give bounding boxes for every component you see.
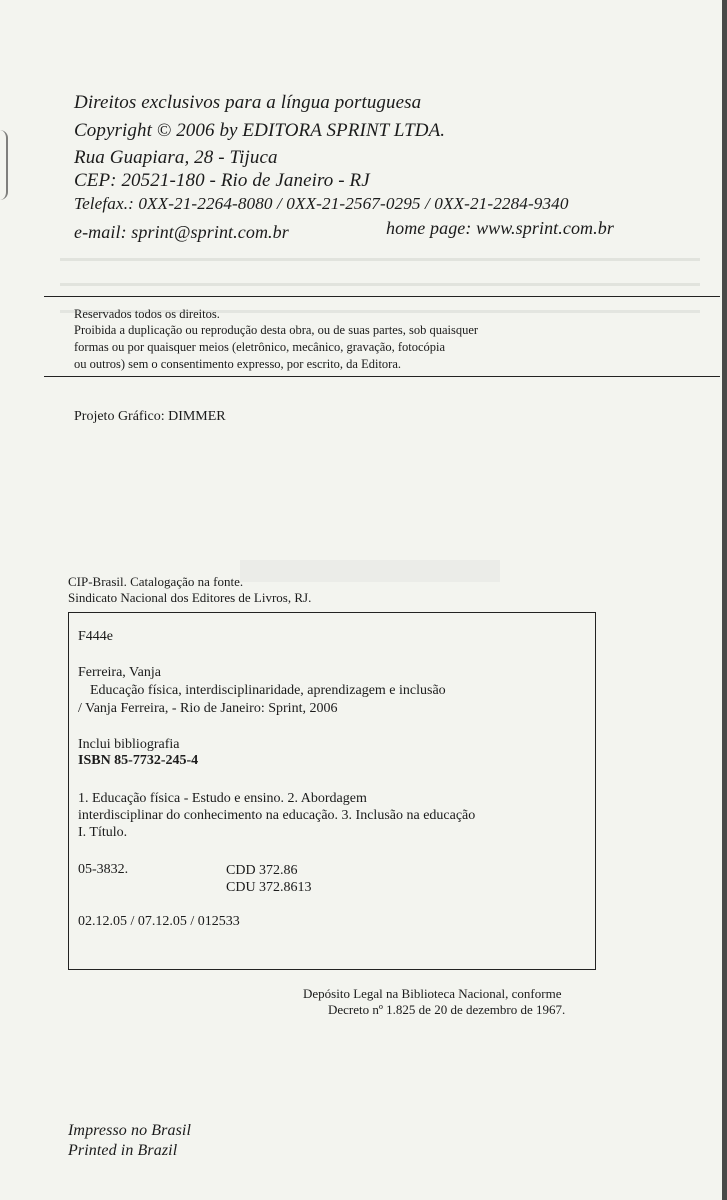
rights-line-2: Proibida a duplicação ou reprodução desta obra, ou de suas partes, sob quaisquer (74, 323, 479, 337)
catalog-code: F444e (78, 629, 113, 644)
cip-line-1: CIP-Brasil. Catalogação na fonte. (68, 574, 244, 589)
deposit-line-1: Depósito Legal na Biblioteca Nacional, conforme (303, 986, 562, 1001)
binding-curve (0, 130, 8, 200)
footer-printed-pt: Impresso no Brasil (68, 1122, 191, 1139)
rights-line-4: ou outros) sem o consentimento expresso, por escrito, da Editora. (74, 357, 402, 371)
page-edge-shadow (722, 0, 727, 1200)
divider-bottom (44, 376, 720, 377)
catalog-title-1: Educação física, interdisciplinaridade, aprendizagem e inclusão (90, 683, 446, 698)
header-line-3: Rua Guapiara, 28 - Tijuca (74, 147, 278, 168)
project-credit: Projeto Gráfico: DIMMER (74, 409, 226, 424)
rights-line-1: Reservados todos os direitos. (74, 307, 220, 321)
deposit-line-2: Decreto nº 1.825 de 20 de dezembro de 1967. (328, 1002, 566, 1017)
header-homepage: home page: www.sprint.com.br (386, 218, 614, 238)
catalog-cdu: CDU 372.8613 (226, 880, 312, 895)
show-through-bar-1 (60, 258, 700, 286)
catalog-author: Ferreira, Vanja (78, 665, 161, 680)
header-line-1: Direitos exclusivos para a língua portuguesa (74, 92, 422, 113)
footer-printed-en: Printed in Brazil (68, 1142, 178, 1159)
catalog-cdd: CDD 372.86 (226, 863, 298, 878)
header-line-5: Telefax.: 0XX-21-2264-8080 / 0XX-21-2567-0295 / 0XX-21-2284-9340 (74, 194, 569, 213)
catalog-title-2: / Vanja Ferreira, - Rio de Janeiro: Sprint, 2006 (78, 701, 338, 716)
catalog-number: 05-3832. (78, 862, 129, 877)
cip-line-2: Sindicato Nacional dos Editores de Livros, RJ. (68, 590, 312, 605)
catalog-bibliography: Inclui bibliografia (78, 737, 180, 752)
catalog-isbn: ISBN 85-7732-245-4 (78, 753, 199, 768)
catalog-subject-2: interdisciplinar do conhecimento na educação. 3. Inclusão na educação (78, 808, 476, 823)
catalog-subject-1: 1. Educação física - Estudo e ensino. 2. Abordagem (78, 791, 367, 806)
catalog-subject-3: I. Título. (78, 825, 128, 840)
catalog-dates: 02.12.05 / 07.12.05 / 012533 (78, 914, 240, 929)
header-email: e-mail: sprint@sprint.com.br (74, 222, 289, 242)
show-through-smudge (240, 560, 500, 582)
header-line-2: Copyright © 2006 by EDITORA SPRINT LTDA. (74, 120, 446, 141)
header-line-4: CEP: 20521-180 - Rio de Janeiro - RJ (74, 170, 370, 191)
divider-top (44, 296, 720, 297)
rights-line-3: formas ou por quaisquer meios (eletrônico, mecânico, gravação, fotocópia (74, 340, 446, 354)
